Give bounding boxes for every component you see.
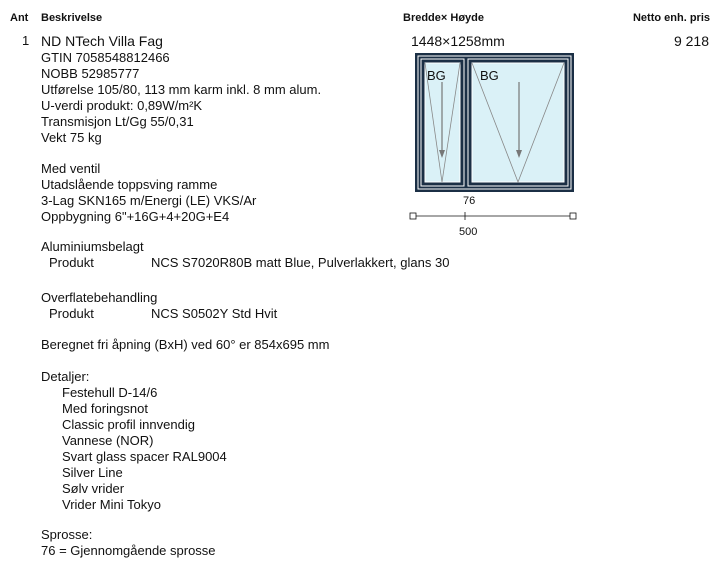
details-section (41, 369, 227, 513)
col-header-ant: Ant (10, 12, 29, 24)
item-price: 9 218 (673, 33, 709, 49)
mullion-dimension: 76 (463, 195, 476, 207)
spec-line: GTIN 7058548812466 (41, 50, 170, 65)
details-item: Sølv vrider (62, 481, 125, 496)
sprosse-line: 76 = Gjennomgående sprosse (41, 543, 216, 558)
feature-list (41, 161, 256, 225)
details-item: Classic profil innvendig (62, 417, 195, 432)
details-item: Svart glass spacer RAL9004 (62, 449, 227, 464)
feature-line: 3-Lag SKN165 m/Energi (LE) VKS/Ar (41, 193, 257, 208)
window-drawing (405, 50, 585, 250)
item-quantity: 1 (22, 33, 30, 48)
col-header-price: Netto enh. pris (632, 12, 710, 24)
details-item: Med foringsnot (62, 401, 148, 416)
spec-line: Vekt 75 kg (41, 130, 102, 145)
item-size: 1448×1258mm (411, 33, 505, 49)
spec-line: Utførelse 105/80, 113 mm karm inkl. 8 mm alum. (41, 82, 322, 97)
width-dimension: 500 (459, 226, 478, 238)
feature-line: Med ventil (41, 161, 101, 176)
feature-line: Oppbygning 6"+16G+4+20G+E4 (41, 209, 230, 224)
spec-list (41, 50, 321, 146)
dimension-tick-right (570, 213, 576, 219)
col-header-beskrivelse: Beskrivelse (41, 12, 103, 24)
details-item: Silver Line (62, 465, 123, 480)
spec-line: U-verdi produkt: 0,89W/m²K (41, 98, 203, 113)
sprosse-title: Sprosse: (41, 527, 93, 542)
opening-note: Beregnet fri åpning (BxH) ved 60° er 854x695 mm (41, 337, 330, 352)
surface-product-label: Produkt (49, 306, 94, 321)
details-item: Festehull D-14/6 (62, 385, 158, 400)
surface-title: Overflatebehandling (41, 290, 158, 305)
dimension-tick-left (410, 213, 416, 219)
spec-line: Transmisjon Lt/Gg 55/0,31 (41, 114, 194, 129)
left-pane-label: BG (427, 68, 446, 83)
item-name: ND NTech Villa Fag (41, 33, 163, 49)
alu-title: Aluminiumsbelagt (41, 239, 144, 254)
right-pane-label: BG (480, 68, 499, 83)
feature-line: Utadslående toppsving ramme (41, 177, 218, 192)
sprosse-section (41, 527, 216, 559)
details-item: Vrider Mini Tokyo (62, 497, 161, 512)
surface-section (41, 290, 641, 322)
alu-product-value: NCS S7020R80B matt Blue, Pulverlakkert, glans 30 (151, 255, 450, 270)
spec-line: NOBB 52985777 (41, 66, 140, 81)
surface-product-value: NCS S0502Y Std Hvit (151, 306, 278, 321)
col-header-dimensions: Bredde× Høyde (403, 12, 484, 24)
alu-product-label: Produkt (49, 255, 94, 270)
details-item: Vannese (NOR) (62, 433, 154, 448)
details-title: Detaljer: (41, 369, 90, 384)
